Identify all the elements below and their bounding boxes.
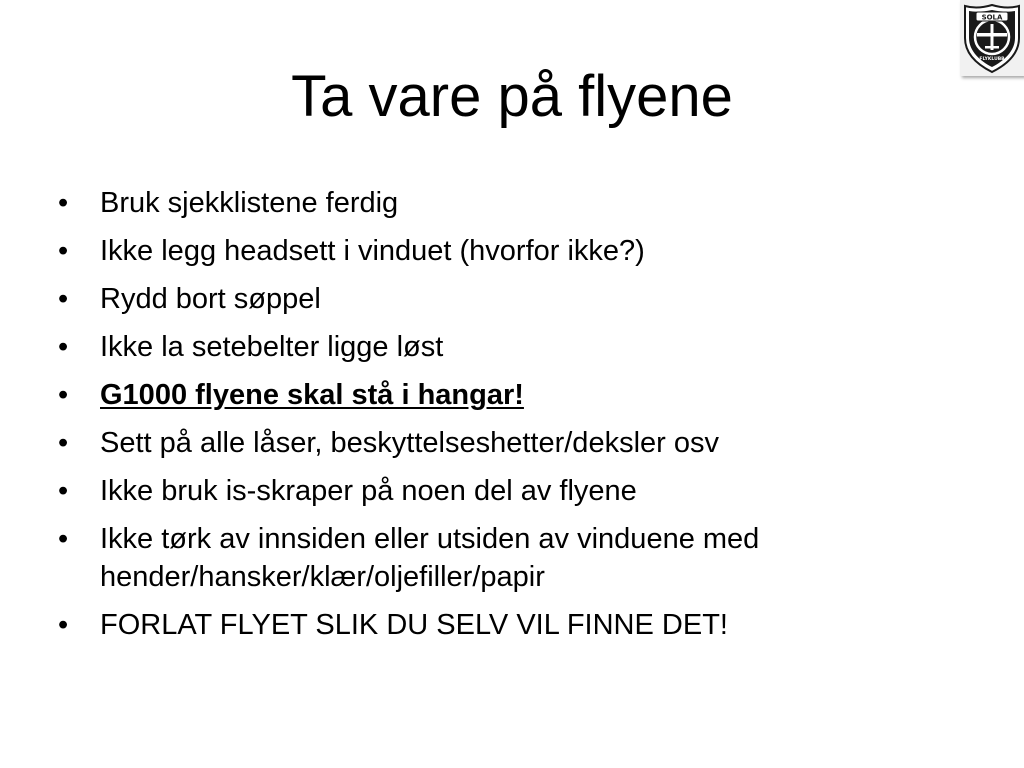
bullet-marker: • [58, 331, 69, 363]
bullet-item [58, 376, 958, 414]
bullet-text: Rydd bort søppel [100, 283, 321, 315]
logo-bottom-text: FLYKLUBB [979, 57, 1005, 62]
bullet-marker: • [58, 235, 69, 267]
bullet-marker: • [58, 283, 69, 315]
bullet-list [58, 184, 958, 654]
bullet-marker: • [58, 427, 69, 459]
bullet-item [58, 424, 958, 462]
bullet-text: Ikke bruk is-skraper på noen del av flyene [100, 475, 637, 507]
slide-title: Ta vare på flyene [291, 64, 733, 129]
bullet-marker: • [58, 475, 69, 507]
bullet-item [58, 328, 958, 366]
bullet-item [58, 280, 958, 318]
bullet-text: Ikke legg headsett i vinduet (hvorfor ikke?) [100, 235, 645, 267]
bullet-text: Bruk sjekklistene ferdig [100, 187, 399, 219]
bullet-marker: • [58, 187, 69, 219]
bullet-text: Ikke la setebelter ligge løst [100, 331, 444, 363]
bullet-text: FORLAT FLYET SLIK DU SELV VIL FINNE DET! [100, 609, 728, 641]
bullet-marker: • [58, 609, 69, 641]
bullet-text: Ikke tørk av innsiden eller utsiden av vinduene med hender/hansker/klær/oljefiller/papir [100, 523, 760, 593]
bullet-text-emphasized: G1000 flyene skal stå i hangar! [100, 379, 524, 411]
bullet-marker: • [58, 523, 69, 555]
bullet-item [58, 184, 958, 222]
bullet-item [58, 232, 958, 270]
bullet-item [58, 606, 958, 644]
logo-top-text: SOLA [981, 13, 1003, 22]
bullet-marker: • [58, 379, 69, 411]
bullet-text: Sett på alle låser, beskyttelseshetter/deksler osv [100, 427, 719, 459]
bullet-item [58, 520, 958, 596]
bullet-item [58, 472, 958, 510]
